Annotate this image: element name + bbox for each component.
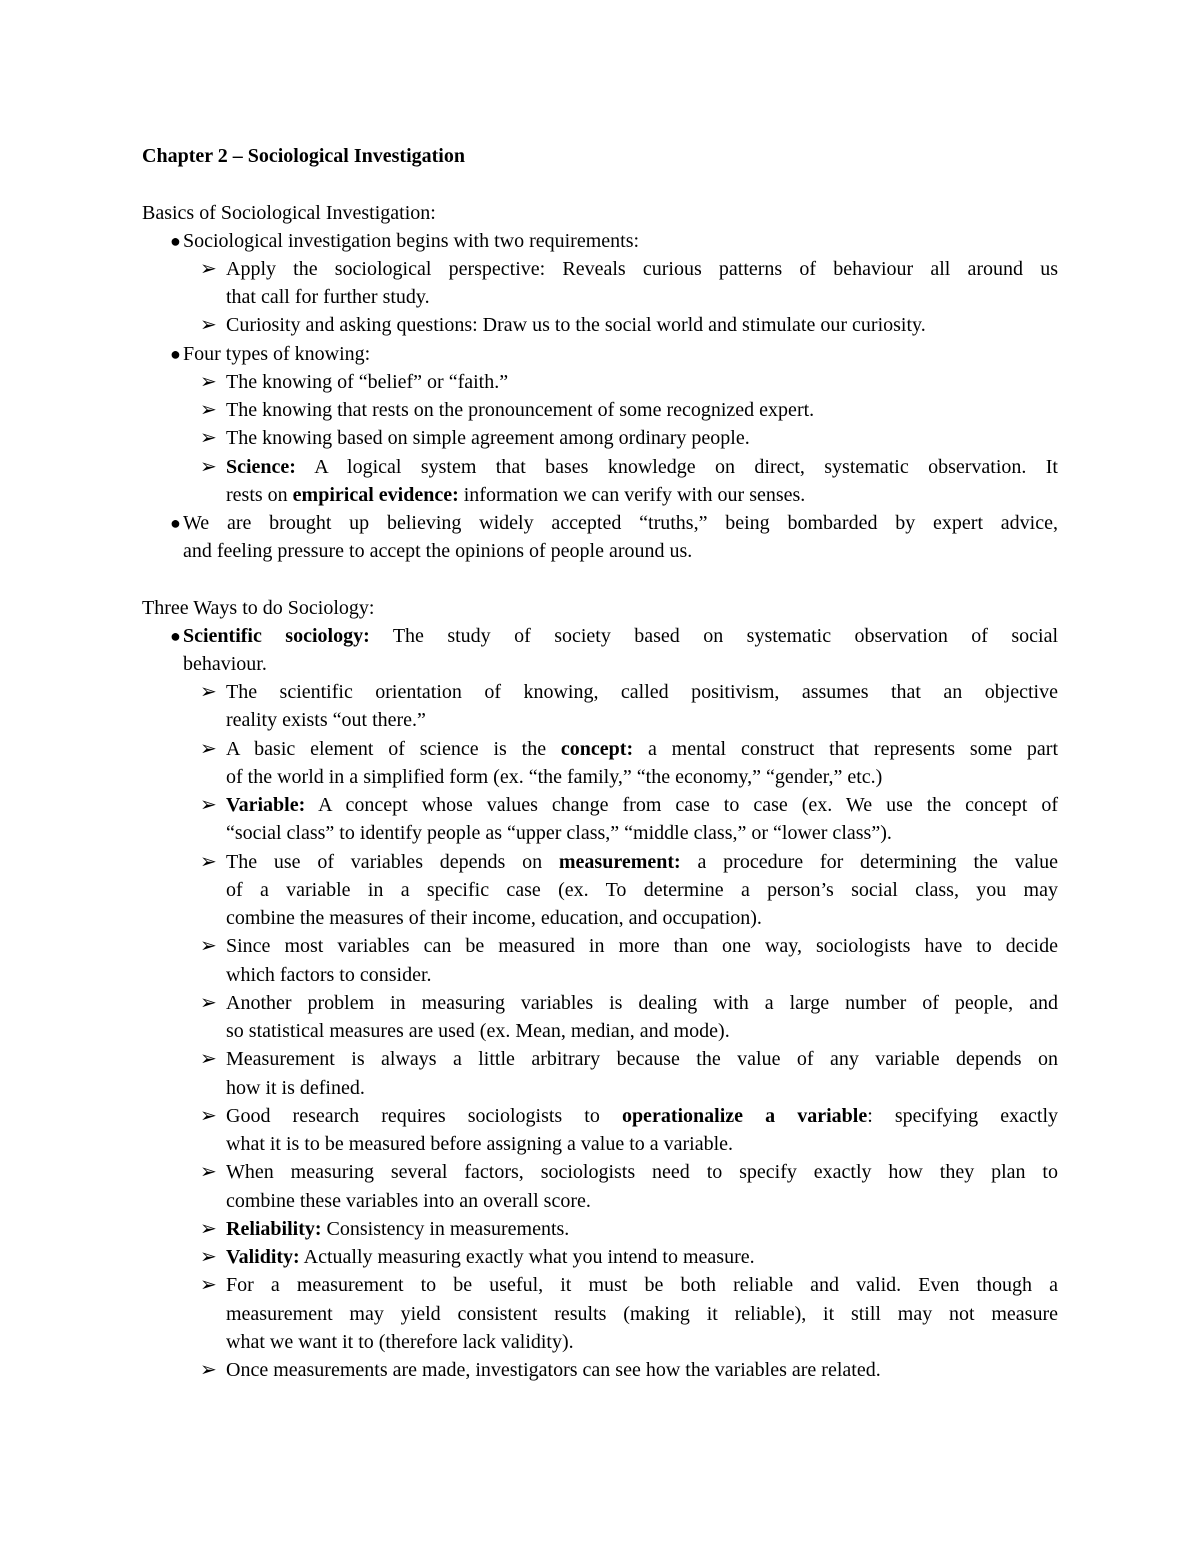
sub-item-text: Another problem in measuring variables is dealing with a large number of people, and [226, 992, 1058, 1014]
page-title: Chapter 2 – Sociological Investigation [142, 145, 465, 167]
bullet-icon: ● [170, 344, 181, 364]
bullet-icon: ● [170, 626, 181, 646]
bullet-text: Sociological investigation begins with two requirements: [183, 230, 640, 252]
sub-item-text: how it is defined. [226, 1077, 365, 1099]
sub-item-text: what we want it to (therefore lack validity). [226, 1331, 574, 1353]
term-empirical-evidence: empirical evidence: [292, 484, 459, 506]
sub-item-text: The knowing that rests on the pronouncement of some recognized expert. [226, 399, 815, 421]
sub-item-text: Variable: A concept whose values change from case to case (ex. We use the concept of [226, 794, 1059, 816]
sub-item-text: Curiosity and asking questions: Draw us to the social world and stimulate our curiosity. [226, 314, 926, 336]
sub-item-text: of the world in a simplified form (ex. “the family,” “the economy,” “gender,” etc.) [226, 766, 883, 788]
term-scientific-sociology: Scientific sociology: [183, 625, 370, 647]
bullet-icon: ● [170, 231, 181, 251]
arrow-bullet-icon: ➢ [200, 992, 217, 1014]
arrow-bullet-icon: ➢ [200, 399, 217, 421]
arrow-bullet-icon: ➢ [200, 1105, 217, 1127]
arrow-bullet-icon: ➢ [200, 681, 217, 703]
sub-item-text: reality exists “out there.” [226, 709, 426, 731]
term-concept: concept: [560, 738, 634, 760]
sub-item-text: When measuring several factors, sociologists need to specify exactly how they plan to [226, 1161, 1058, 1183]
sub-item-text: Measurement is always a little arbitrary because the value of any variable depends on [226, 1048, 1058, 1070]
sub-item-text: For a measurement to be useful, it must be both reliable and valid. Even though a [226, 1274, 1058, 1296]
arrow-bullet-icon: ➢ [200, 935, 217, 957]
sub-item-text: which factors to consider. [226, 964, 432, 986]
sub-item-text: that call for further study. [226, 286, 430, 308]
sub-item-text: Since most variables can be measured in more than one way, sociologists have to decide [226, 935, 1058, 957]
sub-item-text: Science: A logical system that bases knowledge on direct, systematic observation. It [226, 456, 1058, 478]
arrow-bullet-icon: ➢ [200, 1161, 217, 1183]
arrow-bullet-icon: ➢ [200, 456, 217, 478]
bullet-text: behaviour. [183, 653, 267, 675]
term-science: Science: [226, 456, 296, 478]
arrow-bullet-icon: ➢ [200, 1218, 217, 1240]
sub-item-text: The knowing based on simple agreement among ordinary people. [226, 427, 750, 449]
bullet-text: Scientific sociology: The study of society based on systematic observation of social [183, 625, 1058, 647]
sub-item-text: The knowing of “belief” or “faith.” [226, 371, 509, 393]
arrow-bullet-icon: ➢ [200, 851, 217, 873]
arrow-bullet-icon: ➢ [200, 1246, 217, 1268]
arrow-bullet-icon: ➢ [200, 1048, 217, 1070]
section-heading-basics: Basics of Sociological Investigation: [142, 202, 436, 224]
sub-item-text: of a variable in a specific case (ex. To determine a person’s social class, you may [226, 879, 1058, 901]
arrow-bullet-icon: ➢ [200, 794, 217, 816]
sub-item-text: Once measurements are made, investigators can see how the variables are related. [226, 1359, 881, 1381]
arrow-bullet-icon: ➢ [200, 314, 217, 336]
sub-item-text: rests on empirical evidence: information we can verify with our senses. [226, 484, 806, 506]
sub-item-text: measurement may yield consistent results (making it reliable), it still may not measure [226, 1303, 1058, 1325]
bullet-text: and feeling pressure to accept the opinions of people around us. [183, 540, 693, 562]
sub-item-text: “social class” to identify people as “upper class,” “middle class,” or “lower class”). [226, 822, 892, 844]
sub-item-text: A basic element of science is the concept: a mental construct that represents some part [226, 738, 1059, 760]
sub-item-text: Reliability: Consistency in measurements. [226, 1218, 570, 1240]
sub-item-text: combine the measures of their income, education, and occupation). [226, 907, 762, 929]
term-operationalize-variable: operationalize a variable [621, 1105, 868, 1127]
term-validity: Validity: [226, 1246, 300, 1268]
bullet-text: We are brought up believing widely accepted “truths,” being bombarded by expert advice, [183, 512, 1058, 534]
arrow-bullet-icon: ➢ [200, 1274, 217, 1296]
sub-item-text: The scientific orientation of knowing, called positivism, assumes that an objective [226, 681, 1058, 703]
term-variable: Variable: [226, 794, 306, 816]
term-measurement: measurement: [558, 851, 681, 873]
bullet-text: Four types of knowing: [183, 343, 371, 365]
section-heading-three-ways: Three Ways to do Sociology: [142, 597, 375, 619]
arrow-bullet-icon: ➢ [200, 1359, 217, 1381]
sub-item-text: Apply the sociological perspective: Reveals curious patterns of behaviour all around us [226, 258, 1058, 280]
sub-item-text: what it is to be measured before assigning a value to a variable. [226, 1133, 734, 1155]
sub-item-text: combine these variables into an overall score. [226, 1190, 591, 1212]
term-reliability: Reliability: [226, 1218, 322, 1240]
bullet-icon: ● [170, 513, 181, 533]
sub-item-text: Validity: Actually measuring exactly what you intend to measure. [226, 1246, 755, 1268]
arrow-bullet-icon: ➢ [200, 427, 217, 449]
sub-item-text: so statistical measures are used (ex. Mean, median, and mode). [226, 1020, 730, 1042]
sub-item-text: Good research requires sociologists to operationalize a variable: specifying exactly [226, 1105, 1058, 1127]
arrow-bullet-icon: ➢ [200, 738, 217, 760]
arrow-bullet-icon: ➢ [200, 371, 217, 393]
arrow-bullet-icon: ➢ [200, 258, 217, 280]
sub-item-text: The use of variables depends on measurement: a procedure for determining the value [226, 851, 1059, 873]
